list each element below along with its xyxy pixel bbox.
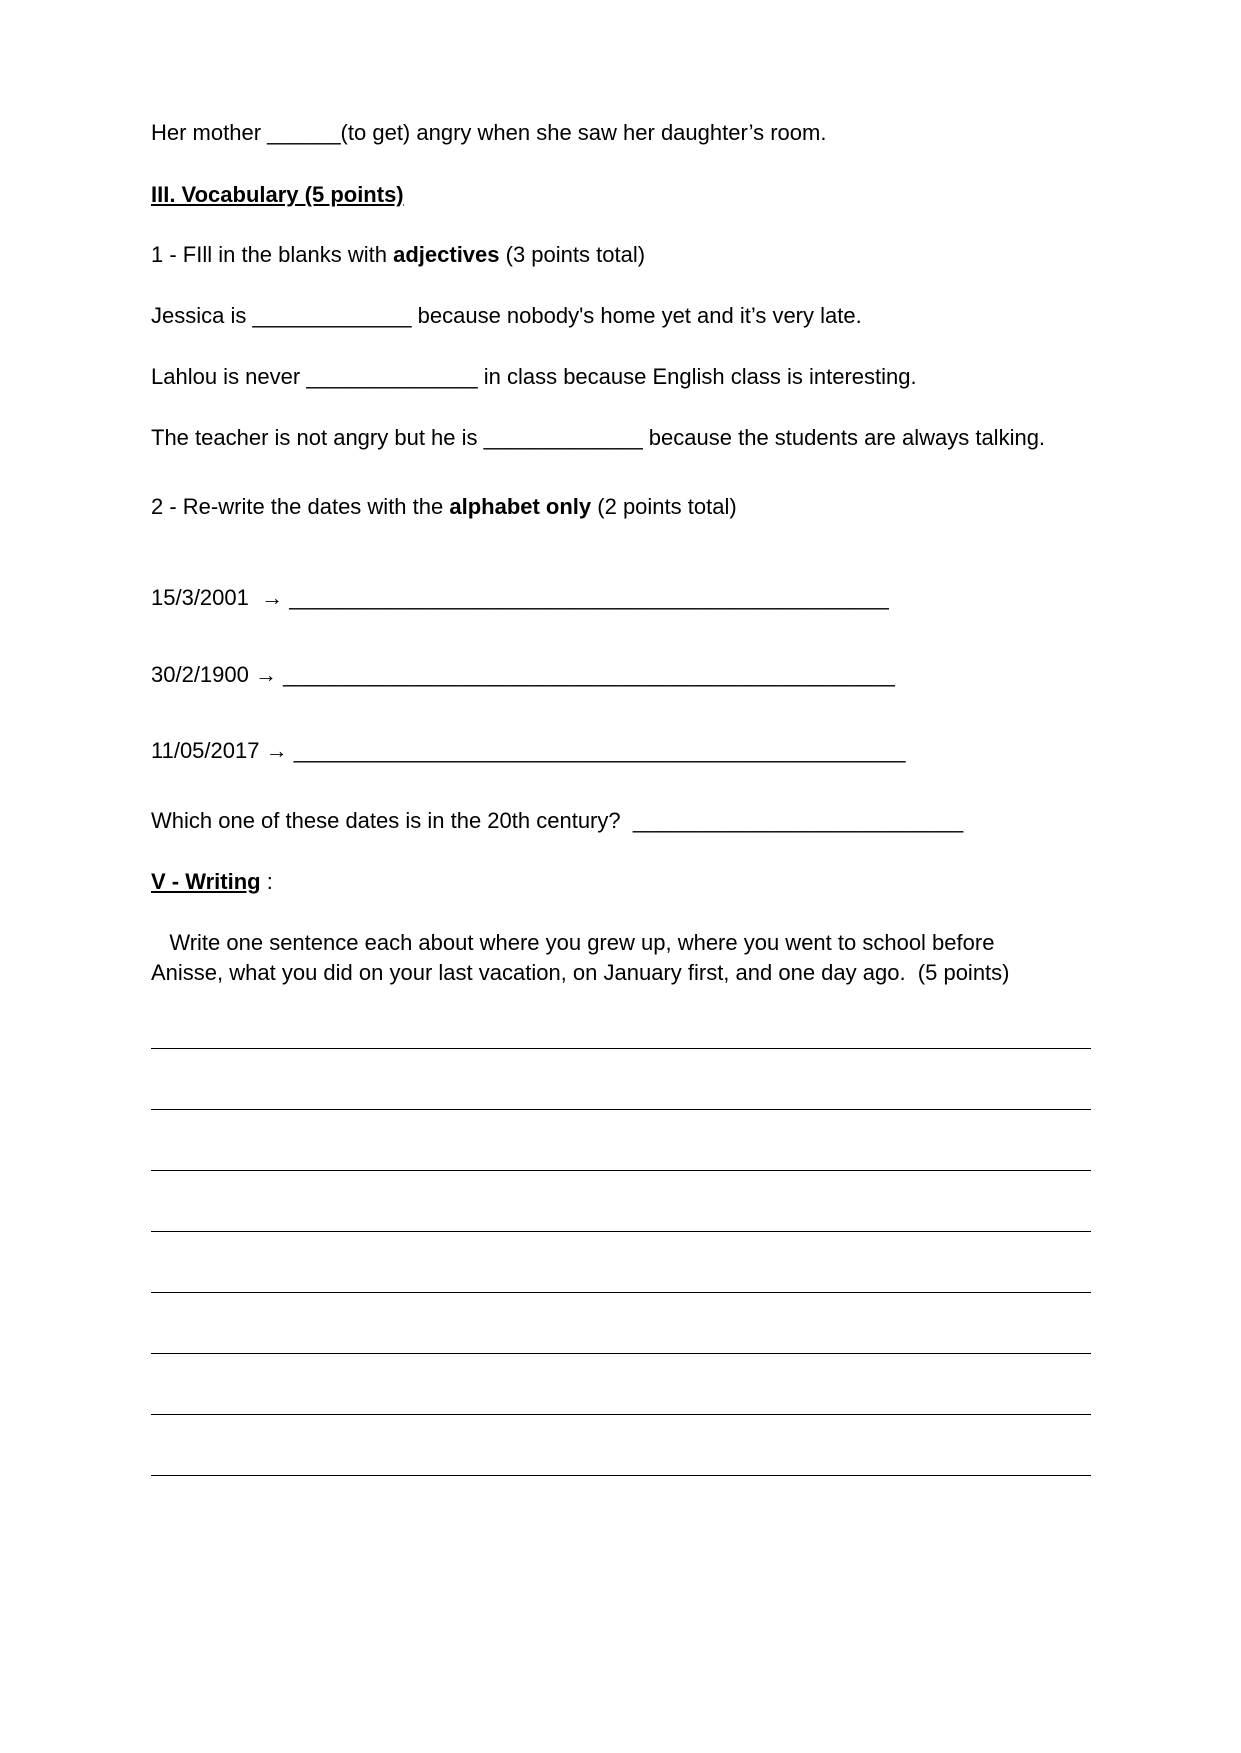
date-item-1: 15/3/2001 → _________________________________________________: [151, 585, 889, 610]
answer-line[interactable]: [151, 1292, 1091, 1293]
vocab-part2-instruction: [151, 494, 737, 520]
vocab-sentence-3: The teacher is not angry but he is _____________ because the students are always talking.: [151, 425, 1046, 450]
grammar-last-item: Her mother ______(to get) angry when she saw her daughter’s room.: [151, 120, 827, 145]
writing-prompt-line-2: Anisse, what you did on your last vacation, on January first, and one day ago. (5 points): [151, 960, 1010, 985]
vocab-sentence-2: Lahlou is never ______________ in class because English class is interesting.: [151, 364, 917, 389]
vocab-part1-instruction-prefix: 1 - FIll in the blanks with: [151, 242, 394, 267]
vocab-sentence-1: Jessica is _____________ because nobody's home yet and it’s very late.: [151, 303, 862, 328]
answer-line[interactable]: [151, 1231, 1091, 1232]
answer-line[interactable]: [151, 1109, 1091, 1110]
answer-line[interactable]: [151, 1475, 1091, 1476]
vocabulary-heading: III. Vocabulary (5 points): [151, 182, 404, 207]
vocab-part1-instruction: [151, 242, 645, 268]
answer-line[interactable]: [151, 1048, 1091, 1049]
writing-heading: V - Writing: [151, 869, 261, 894]
writing-prompt-line-1: Write one sentence each about where you grew up, where you went to school before: [151, 930, 995, 955]
vocab-part1-instruction-suffix: (3 points total): [499, 242, 646, 267]
date-item-3: 11/05/2017 → __________________________________________________: [151, 738, 906, 763]
date-item-2: 30/2/1900 → __________________________________________________: [151, 662, 895, 687]
vocab-part2-instruction-prefix: 2 - Re-write the dates with the: [151, 494, 450, 519]
answer-line[interactable]: [151, 1414, 1091, 1415]
answer-line[interactable]: [151, 1353, 1091, 1354]
vocab-part2-instruction-suffix: (2 points total): [591, 494, 737, 519]
century-question: Which one of these dates is in the 20th century? ___________________________: [151, 808, 964, 833]
answer-line[interactable]: [151, 1170, 1091, 1171]
writing-heading-suffix: :: [260, 869, 273, 894]
vocab-part2-instruction-bold: alphabet only: [449, 494, 592, 519]
writing-heading-row: [151, 869, 273, 895]
vocab-part1-instruction-bold: adjectives: [393, 242, 500, 267]
